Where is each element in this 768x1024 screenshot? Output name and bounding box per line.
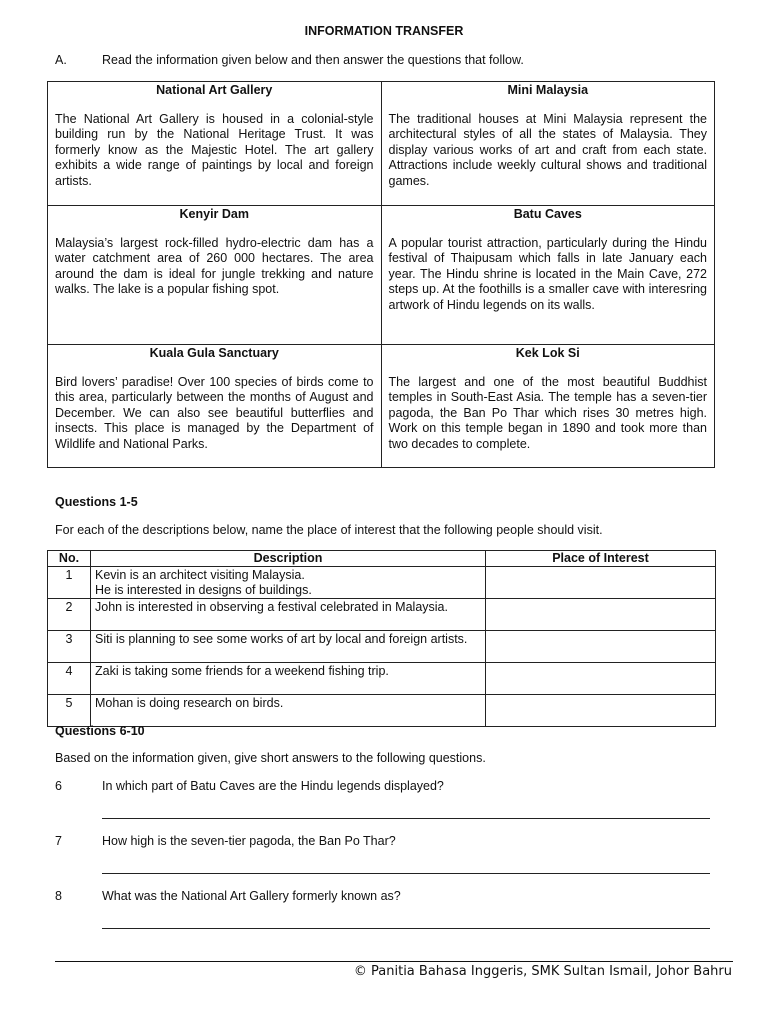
- question-number: 2: [48, 599, 91, 631]
- table-row: [48, 695, 716, 727]
- question-6-number: 6: [55, 779, 62, 793]
- place-heading: Kek Lok Si: [515, 346, 580, 360]
- place-heading: Batu Caves: [513, 207, 582, 221]
- question-7-answer-line[interactable]: [102, 873, 710, 874]
- question-8-number: 8: [55, 889, 62, 903]
- questions-1-5-instruction: For each of the descriptions below, name the place of interest that the following people should visit.: [55, 523, 603, 537]
- question-7-text: How high is the seven-tier pagoda, the Ban Po Thar?: [102, 834, 396, 848]
- questions-6-10-instruction: Based on the information given, give short answers to the following questions.: [55, 751, 486, 765]
- column-header-description: Description: [91, 551, 486, 567]
- answer-cell[interactable]: [486, 695, 716, 727]
- places-info-table: [47, 81, 715, 468]
- place-heading: National Art Gallery: [156, 83, 273, 97]
- question-number: 3: [48, 631, 91, 663]
- section-a-instruction: Read the information given below and then answer the questions that follow.: [102, 53, 524, 67]
- question-6-answer-line[interactable]: [102, 818, 710, 819]
- table-header-row: [48, 551, 716, 567]
- table-row: [48, 663, 716, 695]
- place-cell-batu-caves: [381, 206, 715, 345]
- answer-cell[interactable]: [486, 567, 716, 599]
- question-description: Zaki is taking some friends for a weekend fishing trip.: [91, 663, 486, 695]
- question-number: 5: [48, 695, 91, 727]
- place-heading: Kenyir Dam: [179, 207, 249, 221]
- questions-1-5-table: [47, 550, 716, 727]
- place-cell-mini-malaysia: [381, 82, 715, 206]
- column-header-no: No.: [48, 551, 91, 567]
- place-description: A popular tourist attraction, particularly during the Hindu festival of Thaipusam which falls in late January each year. The Hindu shrine is located in the Main Cave, 272 steps up. At the foothills is a smaller cave with interesring artwork of Hindu legends on its walls.: [388, 236, 707, 312]
- footer-divider: [55, 961, 733, 962]
- question-description: John is interested in observing a festival celebrated in Malaysia.: [91, 599, 486, 631]
- answer-cell[interactable]: [486, 663, 716, 695]
- question-number: 1: [48, 567, 91, 599]
- questions-6-10-heading: Questions 6-10: [55, 724, 145, 738]
- table-row: [48, 599, 716, 631]
- page-title: INFORMATION TRANSFER: [304, 24, 464, 38]
- table-row: [48, 567, 716, 599]
- place-cell-kenyir-dam: [48, 206, 382, 345]
- place-heading: Kuala Gula Sanctuary: [149, 346, 279, 360]
- place-description: Malaysia’s largest rock-filled hydro-electric dam has a water catchment area of 260 000 hectares. The area around the dam is ideal for jungle trekking and nature walks. The lake is a popular fishing spot.: [55, 236, 374, 297]
- place-cell-kuala-gula-sanctuary: [48, 345, 382, 468]
- place-heading: Mini Malaysia: [507, 83, 589, 97]
- question-8-answer-line[interactable]: [102, 928, 710, 929]
- answer-cell[interactable]: [486, 631, 716, 663]
- section-a-label: A.: [55, 53, 67, 67]
- question-description: Siti is planning to see some works of art by local and foreign artists.: [91, 631, 486, 663]
- place-cell-national-art-gallery: [48, 82, 382, 206]
- place-description: The National Art Gallery is housed in a colonial-style building run by the National Heritage Trust. It was formerly know as the Majestic Hotel. The art gallery exhibits a wide range of paintings by local and foreign artists.: [55, 112, 374, 188]
- question-number: 4: [48, 663, 91, 695]
- table-row: [48, 631, 716, 663]
- column-header-place: Place of Interest: [486, 551, 716, 567]
- question-description: Mohan is doing research on birds.: [91, 695, 486, 727]
- questions-1-5-heading: Questions 1-5: [55, 495, 138, 509]
- footer-credit: © Panitia Bahasa Inggeris, SMK Sultan Ismail, Johor Bahru: [353, 964, 732, 979]
- place-description: The traditional houses at Mini Malaysia represent the architectural styles of all the states of Malaysia. They display various works of art and craft from each state. Attractions include weekly cultural shows and traditional games.: [388, 112, 707, 188]
- answer-cell[interactable]: [486, 599, 716, 631]
- place-description: The largest and one of the most beautiful Buddhist temples in South-East Asia. The temple has a seven-tier pagoda, the Ban Po Thar which rises 30 metres high. Work on this temple began in 1890 and took more than two decades to complete.: [388, 375, 707, 451]
- question-6-text: In which part of Batu Caves are the Hindu legends displayed?: [102, 779, 444, 793]
- question-7-number: 7: [55, 834, 62, 848]
- place-cell-kek-lok-si: [381, 345, 715, 468]
- question-description: Kevin is an architect visiting Malaysia. He is interested in designs of buildings.: [91, 567, 486, 599]
- question-8-text: What was the National Art Gallery formerly known as?: [102, 889, 401, 903]
- place-description: Bird lovers’ paradise! Over 100 species of birds come to this area, particularly between the months of August and December. We can also see beautiful butterflies and insects. This place is managed by the Department of Wildlife and National Parks.: [55, 375, 374, 451]
